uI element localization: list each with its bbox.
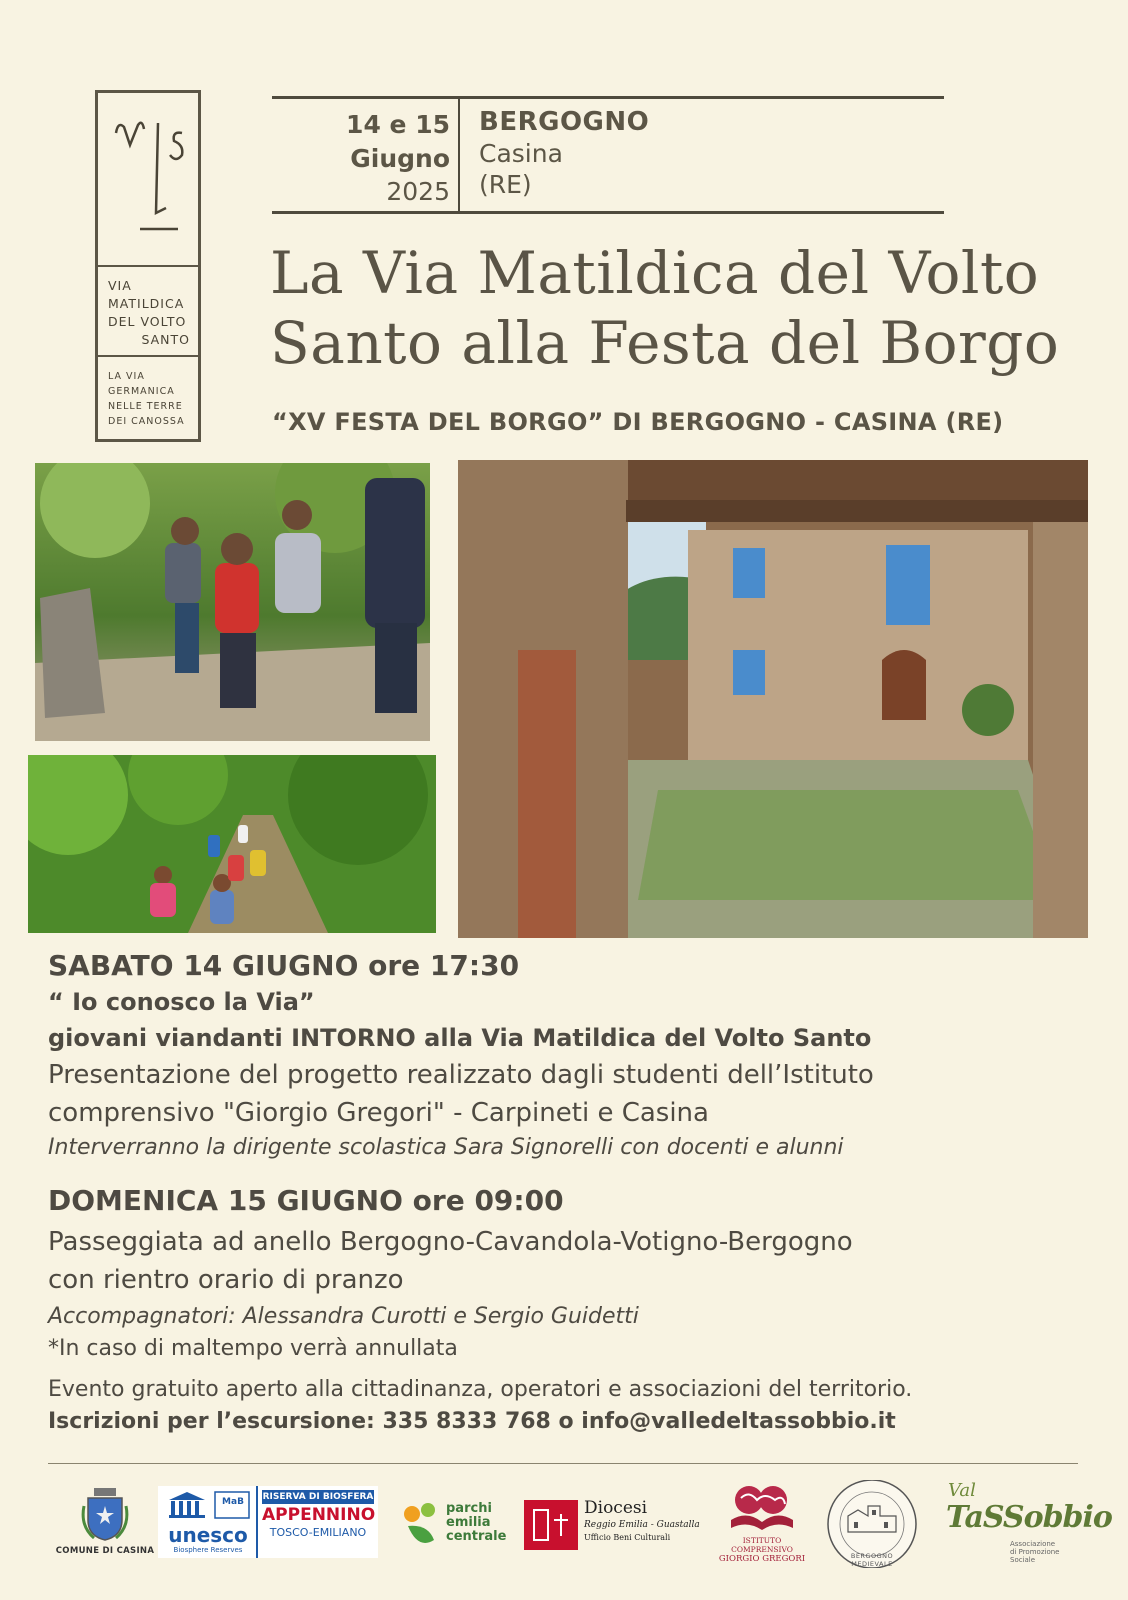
diocesi-logo: Diocesi Reggio Emilia - Guastalla Ufficio Beni Culturali (524, 1498, 704, 1554)
val-tassobbio-logo: Val TaSSobbio Associazione di Promozione Sociale (946, 1480, 1112, 1564)
diocesi-emblem-icon (524, 1500, 578, 1550)
photo-borgo-courtyard (458, 460, 1088, 938)
leaf-icon (398, 1500, 444, 1550)
book-icon (727, 1480, 797, 1532)
saturday-section (48, 948, 1088, 1164)
sunday-desc-2: con rientro orario di pranzo (48, 1265, 404, 1295)
saturday-note: Interverranno la dirigente scolastica Sara Signorelli con docenti e alunni (48, 1135, 844, 1160)
coat-of-arms-icon (80, 1486, 130, 1542)
bergogno-medievale-logo: BERGOGNO MEDIEVALE (824, 1480, 920, 1568)
photo-forest-walk (28, 755, 436, 933)
sunday-desc-1: Passeggiata ad anello Bergogno-Cavandola-Votigno-Bergogno (48, 1227, 853, 1257)
saturday-heading: SABATO 14 GIUGNO ore 17:30 (48, 949, 520, 982)
event-place: BERGOGNO Casina (RE) (479, 107, 650, 199)
event-subtitle: “XV FESTA DEL BORGO” DI BERGOGNO - CASINA (RE) (272, 408, 1004, 436)
riserva-biosfera-logo: RISERVA DI BIOSFERA APPENNINO TOSCO-EMILIANO (262, 1492, 376, 1539)
comune-casina-logo: COMUNE DI CASINA (55, 1486, 155, 1566)
sunday-guides: Accompagnatori: Alessandra Curotti e Sergio Guidetti (48, 1304, 639, 1329)
sunday-weather-note: *In caso di maltempo verrà annullata (48, 1336, 458, 1361)
logo-name: VIA MATILDICA DEL VOLTO SANTO (98, 265, 198, 357)
logo-subtitle: LA VIA GERMANICA NELLE TERRE DEI CANOSSA (108, 371, 185, 427)
header-rule-bottom (272, 211, 944, 214)
header-rule-top (272, 96, 944, 99)
event-date: 14 e 15 Giugno 2025 (346, 110, 450, 206)
sunday-section (48, 1183, 1088, 1365)
logo-monogram (98, 93, 198, 267)
via-matildica-logo (95, 90, 201, 442)
parchi-emilia-centrale-logo: parchi emilia centrale (398, 1496, 508, 1556)
free-event-text: Evento gratuito aperto alla cittadinanza, operatori e associazioni del territorio. (48, 1377, 913, 1402)
header-divider (458, 98, 460, 211)
page-title: La Via Matildica del Volto Santo alla Festa del Borgo (270, 239, 1060, 377)
saturday-desc-2: comprensivo "Giorgio Gregori" - Carpineti e Casina (48, 1098, 709, 1128)
saturday-desc-1: Presentazione del progetto realizzato dagli studenti dell’Istituto (48, 1060, 874, 1090)
photo-children-trail (35, 463, 430, 741)
unesco-riserva-logo (158, 1486, 378, 1558)
saturday-quote: “ Io conosco la Via” (48, 988, 315, 1016)
saturday-tagline: giovani viandanti INTORNO alla Via Matildica del Volto Santo (48, 1024, 872, 1052)
istituto-gregori-logo: ISTITUTO COMPRENSIVO GIORGIO GREGORI (712, 1480, 812, 1564)
footer-divider (48, 1463, 1078, 1464)
signup-text: Iscrizioni per l’escursione: 335 8333 768 o info@valledeltassobbio.it (48, 1409, 896, 1434)
sunday-heading: DOMENICA 15 GIUGNO ore 09:00 (48, 1184, 564, 1217)
monogram-icon (98, 93, 198, 263)
event-info (48, 1374, 1088, 1438)
unesco-logo: MaB unesco Biosphere Reserves (164, 1490, 252, 1554)
